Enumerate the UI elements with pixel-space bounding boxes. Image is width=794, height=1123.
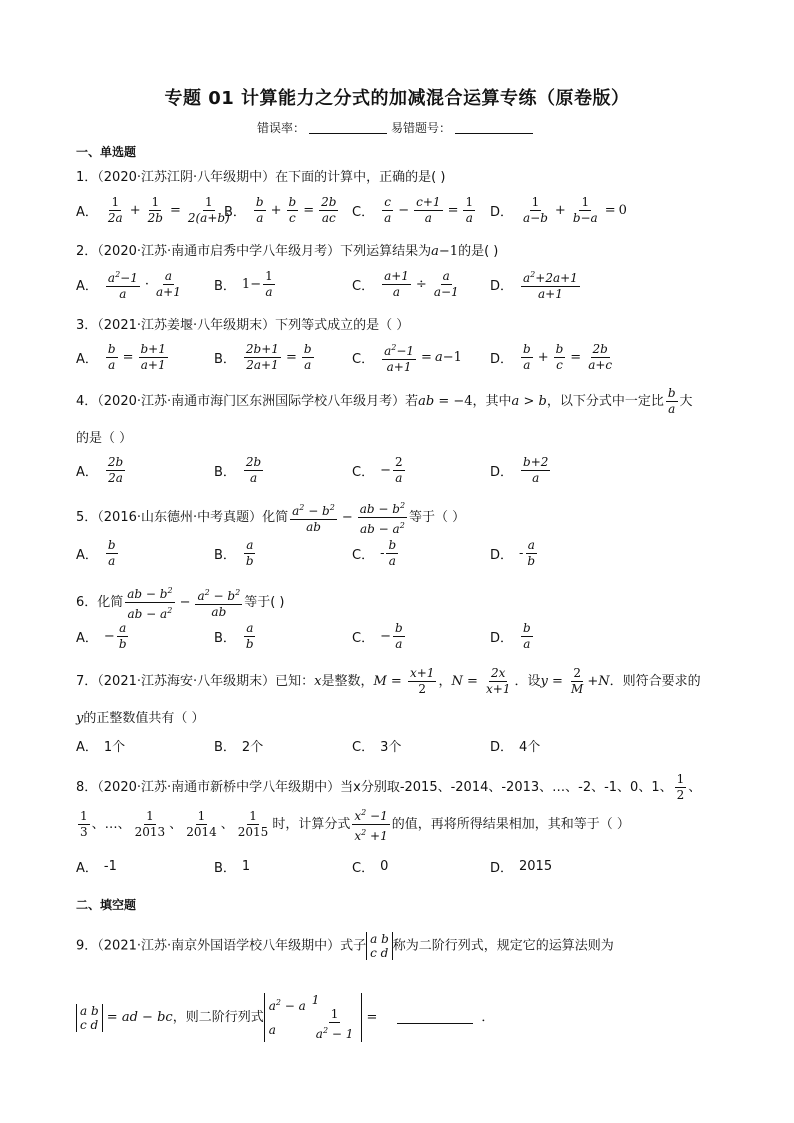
question-3-options (76, 337, 736, 377)
wrong-items-blank (455, 121, 533, 134)
question-5-stem: 5．（2016·山东德州·中考真题）化简 $\frac{a^2 - b^2}{ab}$ − $\frac{ab - b^2}{ab - a^2}$ 等于（ ） (76, 498, 465, 537)
q2-option-b[interactable]: B． 1− $\frac{1}{a}$ (214, 268, 273, 299)
q8-option-a[interactable]: A． -1 (76, 858, 117, 876)
q3-option-b[interactable]: B． $\frac{2b+1}{2a+1}$ = $\frac{b}{a}$ (214, 341, 312, 372)
question-2-options (76, 264, 736, 304)
q4-option-b[interactable]: B． $\frac{2b}{a}$ (214, 454, 262, 485)
question-7-stem: 7．（2021·江苏海安·八年级期末）已知：x是整数，M = $\frac{x+1}{2}$ ，N = $\frac{2x}{x+1}$ ．设y = $\frac{2}{M}$ +N．则符合要求的 (76, 666, 701, 696)
q8-option-c[interactable]: C． 0 (352, 858, 389, 876)
question-4-stem: 4．（2020·江苏·南通市海门区东洲国际学校八年级月考）若ab = −4，其中a > b，以下分式中一定比 $\frac{b}{a}$ 大 (76, 386, 693, 416)
question-4-options (76, 450, 736, 490)
question-5-options (76, 533, 736, 573)
q3-option-c[interactable]: C． $\frac{a^2-1}{a+1}$ = a −1 (352, 337, 462, 377)
q1-option-d[interactable]: D． $\frac{1}{a-b}$ + $\frac{1}{b-a}$ = 0 (490, 194, 627, 225)
q6-option-d[interactable]: D． $\frac{b}{a}$ (490, 620, 531, 651)
q8-option-d[interactable]: D． 2015 (490, 858, 553, 876)
q7-option-d[interactable]: D． 4个 (490, 739, 541, 755)
q5-option-a[interactable]: A． $\frac{b}{a}$ (76, 537, 116, 568)
question-8-options (76, 846, 736, 886)
question-9-stem: 9．（2021·江苏·南京外国语学校八年级期中）式子 a b c d 称为二阶行列式，规定它的运算法则为 (76, 932, 614, 960)
question-2-stem: 2．（2020·江苏·南通市启秀中学八年级月考）下列运算结果为a−1的是( ) (76, 244, 499, 259)
option-label: C． (352, 204, 375, 220)
q2-option-d[interactable]: D． $\frac{a^2+2a+1}{a+1}$ (490, 264, 582, 304)
page-title: 专题 01 计算能力之分式的加减混合运算专练（原卷版） (164, 88, 630, 109)
determinant-symbol: a b c d (366, 932, 393, 960)
question-3-stem: 3．（2021·江苏姜堰·八年级期末）下列等式成立的是（ ） (76, 318, 410, 333)
error-rate-label: 错误率： (256, 121, 305, 135)
section-single-choice: 一、单选题 (76, 145, 137, 159)
q1-option-a[interactable]: A． $\frac{1}{2a}$ + $\frac{1}{2b}$ = $\frac{1}{2(a+b)}$ (76, 194, 230, 225)
q6-option-b[interactable]: B． $\frac{a}{b}$ (214, 620, 254, 651)
q5-option-c[interactable]: C． - $\frac{b}{a}$ (352, 537, 397, 568)
q4-option-c[interactable]: C． − $\frac{2}{a}$ (352, 454, 403, 485)
error-rate-blank (309, 121, 387, 134)
q7-option-c[interactable]: C． 3个 (352, 739, 402, 755)
q5-option-b[interactable]: B． $\frac{a}{b}$ (214, 537, 254, 568)
q8-option-b[interactable]: B． 1 (214, 858, 251, 876)
q7-option-a[interactable]: A． 1个 (76, 739, 126, 755)
score-line (0, 119, 794, 136)
q4-option-a[interactable]: A． $\frac{2b}{2a}$ (76, 454, 124, 485)
q2-option-c[interactable]: C． $\frac{a+1}{a}$ ÷ $\frac{a}{a-1}$ (352, 268, 459, 299)
q9-answer-blank[interactable] (397, 1011, 473, 1024)
question-9-stem-line2: a b c d = ad − bc，则二阶行列式 $a^2 - a$ a 1 $\frac{1}{a^2 - 1}$ = ． (76, 993, 494, 1042)
q1-option-c[interactable]: C． $\frac{c}{a}$ − $\frac{c+1}{a}$ = $\frac{1}{a}$ (352, 194, 474, 225)
q3-option-d[interactable]: D． $\frac{b}{a}$ + $\frac{b}{c}$ = $\frac{2b}{a+c}$ (490, 341, 613, 372)
question-6-options (76, 616, 736, 656)
question-6-stem: 6．化简 $\frac{ab - b^2}{ab - a^2}$ − $\frac{a^2 - b^2}{ab}$ 等于( ) (76, 583, 284, 622)
q6-option-a[interactable]: A． − $\frac{a}{b}$ (76, 620, 127, 651)
q5-option-d[interactable]: D． - $\frac{a}{b}$ (490, 537, 536, 568)
q3-option-a[interactable]: A． $\frac{b}{a}$ = $\frac{b+1}{a+1}$ (76, 341, 166, 372)
question-8-stem: 8．（2020·江苏·南通市新桥中学八年级期中）当x分别取-2015、-2014、-2013、…、-2、-1、0、1、 $\frac{1}{2}$ 、 (76, 772, 702, 802)
question-8-stem-line2: $\frac{1}{3}$ 、…、 $\frac{1}{2013}$ 、 $\frac{1}{2014}$ 、 $\frac{1}{2015}$ 时，计算分式 $\frac{x^2 -1}{x^2 +1}$ 的值，再将所得结果相加，其和等于（ ） (76, 805, 630, 844)
q1-option-b[interactable]: B． $\frac{b}{a}$ + $\frac{b}{c}$ = $\frac{2b}{ac}$ (224, 194, 337, 225)
determinant-expression: $a^2 - a$ a 1 $\frac{1}{a^2 - 1}$ (264, 993, 363, 1042)
question-7-options (76, 725, 736, 765)
q2-option-a[interactable]: A． $\frac{a^2-1}{a}$ · $\frac{a}{a+1}$ (76, 268, 181, 301)
option-label: A． (76, 204, 98, 220)
option-label: B． (224, 204, 246, 220)
option-label: D． (490, 204, 514, 220)
question-4-stem-line2: 的是（ ） (76, 431, 133, 446)
wrong-items-label: 易错题号： (391, 121, 452, 135)
question-1-options (76, 190, 736, 230)
q4-option-d[interactable]: D． $\frac{b+2}{a}$ (490, 454, 549, 485)
section-fill-in: 二、填空题 (76, 898, 137, 912)
q7-option-b[interactable]: B． 2个 (214, 739, 264, 755)
question-1-stem: 1．（2020·江苏江阴·八年级期中）在下面的计算中，正确的是( ) (76, 170, 446, 185)
q6-option-c[interactable]: C． − $\frac{b}{a}$ (352, 620, 403, 651)
question-7-stem-line2: y的正整数值共有（ ） (76, 711, 205, 726)
